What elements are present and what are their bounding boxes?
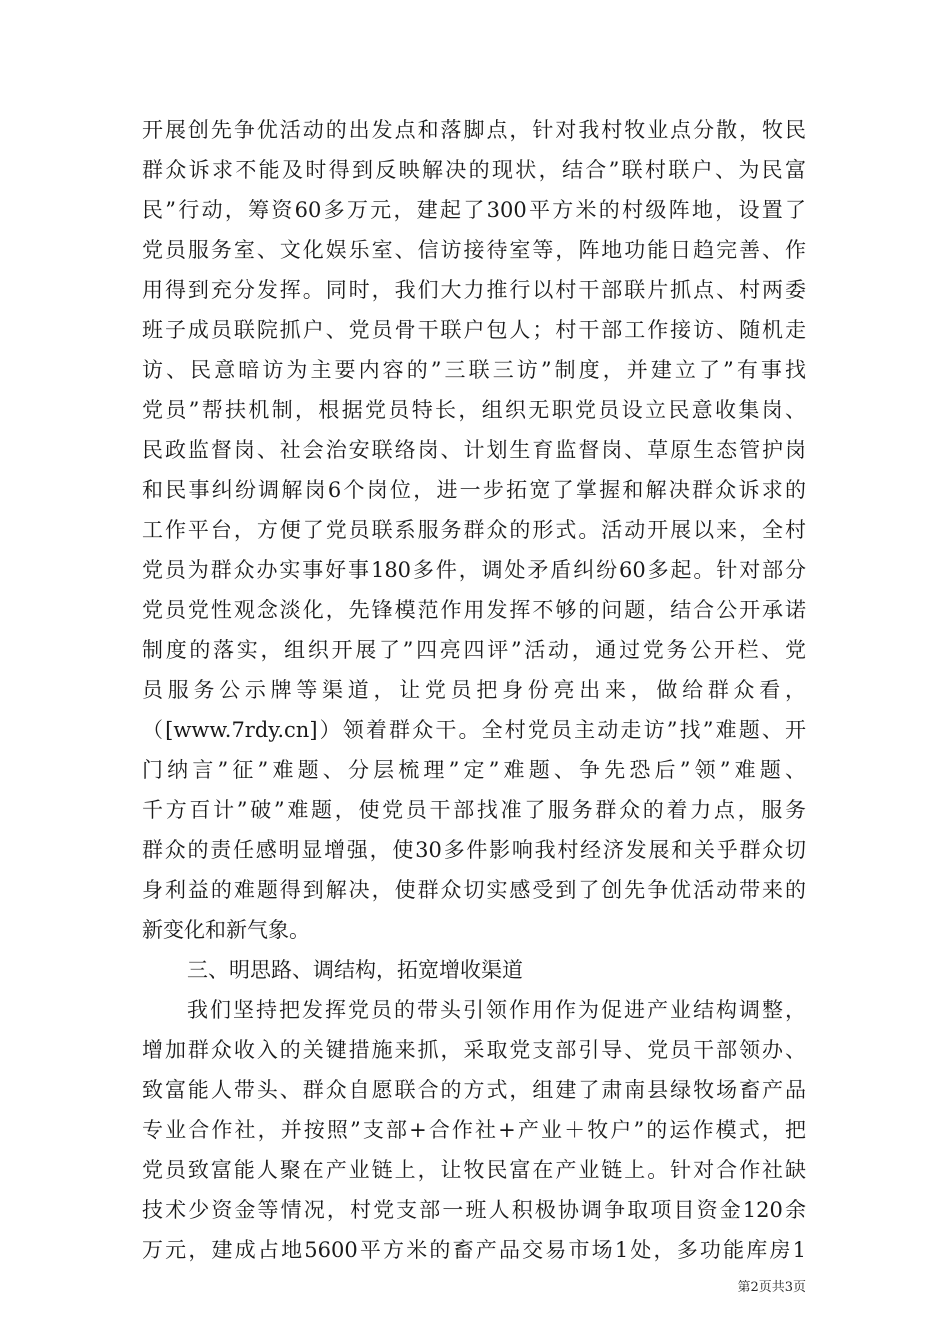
text-line: 新变化和新气象。 [142,918,310,942]
text-line: 群众的责任感明显增强，使30多件影响我村经济发展和关乎群众切 [142,838,806,862]
document-body [142,110,806,1270]
text-line: 访、民意暗访为主要内容的”三联三访”制度，并建立了”有事找 [142,358,806,382]
text-line: 班子成员联院抓户、党员骨干联户包人；村干部工作接访、随机走 [142,318,806,342]
text-line: 群众诉求不能及时得到反映解决的现状，结合”联村联户、为民富 [142,158,806,182]
section-heading: 三、明思路、调结构，拓宽增收渠道 [187,958,523,982]
text-line: 民”行动，筹资60多万元，建起了300平方米的村级阵地，设置了 [142,198,806,222]
text-line: 开展创先争优活动的出发点和落脚点，针对我村牧业点分散，牧民 [142,118,806,142]
text-line: 增加群众收入的关键措施来抓，采取党支部引导、党员干部领办、 [142,1038,806,1062]
text-line: 身利益的难题得到解决，使群众切实感受到了创先争优活动带来的 [142,878,806,902]
text-line: 党员”帮扶机制，根据党员特长，组织无职党员设立民意收集岗、 [142,398,806,422]
text-line: 制度的落实，组织开展了”四亮四评”活动，通过党务公开栏、党 [142,638,806,662]
text-line: 专业合作社，并按照”支部+合作社+产业＋牧户”的运作模式，把 [142,1118,806,1142]
text-line: 党员致富能人聚在产业链上，让牧民富在产业链上。针对合作社缺 [142,1158,806,1182]
text-line: 党员为群众办实事好事180多件，调处矛盾纠纷60多起。针对部分 [142,558,806,582]
text-line: 工作平台，方便了党员联系服务群众的形式。活动开展以来，全村 [142,518,806,542]
text-line: （[www.7rdy.cn]）领着群众干。全村党员主动走访”找”难题、开 [142,718,806,742]
text-line: 员服务公示牌等渠道，让党员把身份亮出来，做给群众看， [142,678,806,702]
text-line: 万元，建成占地5600平方米的畜产品交易市场1处，多功能库房1 [142,1238,806,1262]
text-line: 党员党性观念淡化，先锋模范作用发挥不够的问题，结合公开承诺 [142,598,806,622]
text-line: 致富能人带头、群众自愿联合的方式，组建了肃南县绿牧场畜产品 [142,1078,806,1102]
text-line: 门纳言”征”难题、分层梳理”定”难题、争先恐后”领”难题、 [142,758,806,782]
text-line: 我们坚持把发挥党员的带头引领作用作为促进产业结构调整， [187,998,806,1022]
text-line: 党员服务室、文化娱乐室、信访接待室等，阵地功能日趋完善、作 [142,238,806,262]
text-line: 技术少资金等情况，村党支部一班人积极协调争取项目资金120余 [142,1198,806,1222]
text-line: 民政监督岗、社会治安联络岗、计划生育监督岗、草原生态管护岗 [142,438,806,462]
text-line: 和民事纠纷调解岗6个岗位，进一步拓宽了掌握和解决群众诉求的 [142,478,806,502]
page-number: 第2页共3页 [737,1280,806,1295]
text-line: 用得到充分发挥。同时，我们大力推行以村干部联片抓点、村两委 [142,278,806,302]
text-line: 千方百计”破”难题，使党员干部找准了服务群众的着力点，服务 [142,798,806,822]
